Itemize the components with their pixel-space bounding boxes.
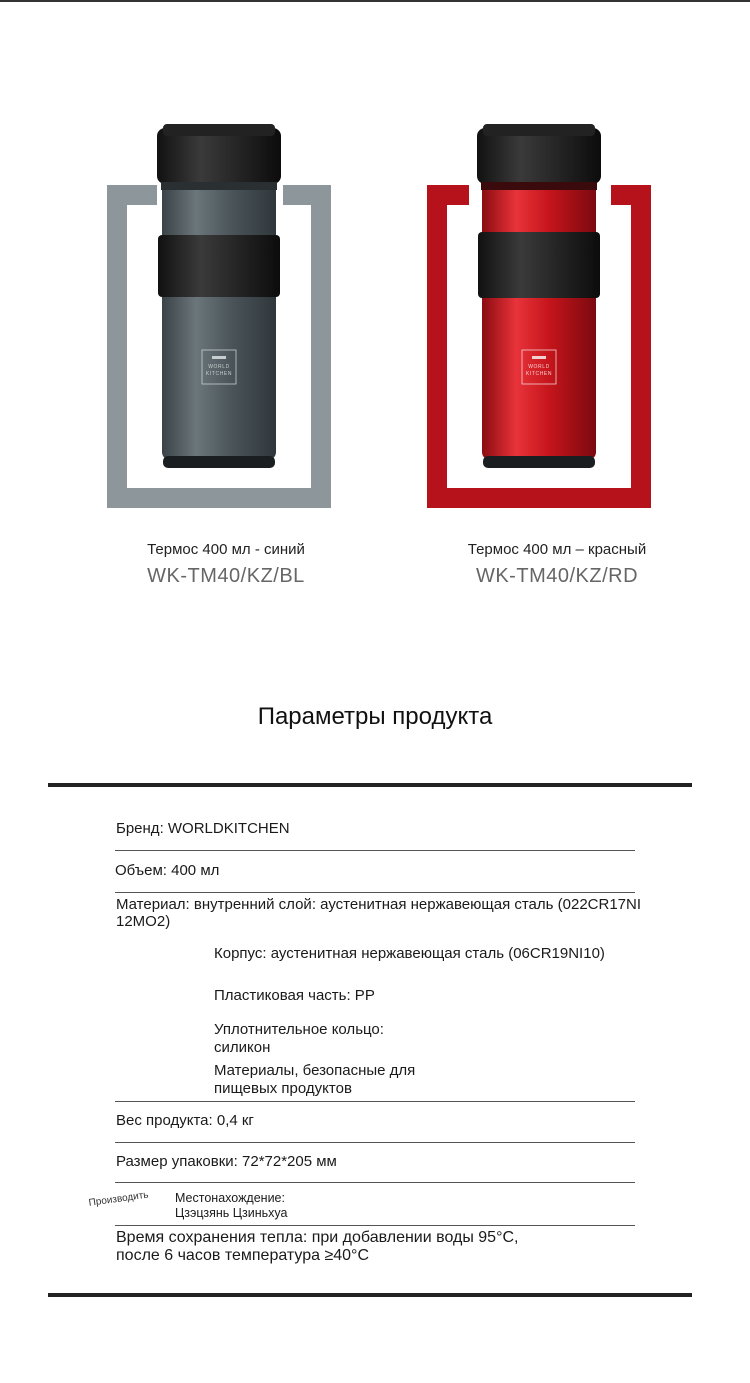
product-image-blue [105, 110, 335, 510]
thermos-blue-illustration [105, 110, 335, 510]
row-divider [115, 1142, 635, 1143]
row-divider [115, 1182, 635, 1183]
table-top-rule [48, 783, 692, 787]
row-divider [115, 1101, 635, 1102]
thermos-body [162, 178, 276, 460]
spec-seal-line1: Уплотнительное кольцо: [214, 1021, 384, 1038]
spec-weight: Вес продукта: 0,4 кг [116, 1112, 254, 1129]
product-caption-red [397, 541, 717, 601]
logo-text: WORLD [208, 364, 230, 370]
product-sku: WK-TM40/KZ/RD [475, 565, 639, 587]
row-divider [115, 892, 635, 893]
spec-location-line2: Цзэцзянь Цзиньхуа [175, 1206, 288, 1220]
spec-material-line1: Материал: внутренний слой: аустенитная нержавеющая сталь (022CR17NI [116, 896, 642, 913]
row-divider [115, 1225, 635, 1226]
logo-text: KITCHEN [525, 371, 553, 377]
thermos-red-illustration [425, 110, 655, 510]
table-bottom-rule [48, 1293, 692, 1297]
product-name: Термос 400 мл – красный [467, 541, 647, 558]
row-divider [115, 850, 635, 851]
thermos-lid [157, 128, 281, 184]
section-title: Параметры продукта [257, 703, 493, 730]
spec-location-line1: Местонахождение: [175, 1191, 285, 1205]
thermos-grip [158, 235, 280, 297]
thermos-lid [477, 128, 601, 184]
spec-plastic: Пластиковая часть: PP [214, 987, 375, 1004]
logo-text: KITCHEN [205, 371, 233, 377]
spec-heat-line2: после 6 часов температура ≥40°C [116, 1247, 369, 1264]
spec-heat-line1: Время сохранения тепла: при добавлении воды 95°C, [116, 1229, 519, 1246]
product-name: Термос 400 мл - синий [147, 541, 305, 558]
spec-food-line1: Материалы, безопасные для [214, 1062, 416, 1079]
spec-material-line2: 12MO2) [116, 913, 171, 930]
spec-package: Размер упаковки: 72*72*205 мм [116, 1153, 337, 1170]
spec-food-line2: пищевых продуктов [214, 1080, 352, 1097]
logo-text: WORLD [528, 364, 550, 370]
product-image-red [425, 110, 655, 510]
thermos-grip [478, 232, 600, 298]
spec-maker-label: Производить [88, 1189, 150, 1209]
spec-seal-line2: силикон [214, 1039, 271, 1056]
product-caption-blue [66, 541, 386, 601]
top-border [0, 0, 750, 2]
spec-body: Корпус: аустенитная нержавеющая сталь (06CR19NI10) [214, 945, 605, 962]
product-sku: WK-TM40/KZ/BL [147, 565, 305, 587]
spec-brand: Бренд: WORLDKITCHEN [116, 820, 290, 837]
thermos-body [482, 178, 596, 460]
spec-volume: Объем: 400 мл [115, 862, 220, 879]
